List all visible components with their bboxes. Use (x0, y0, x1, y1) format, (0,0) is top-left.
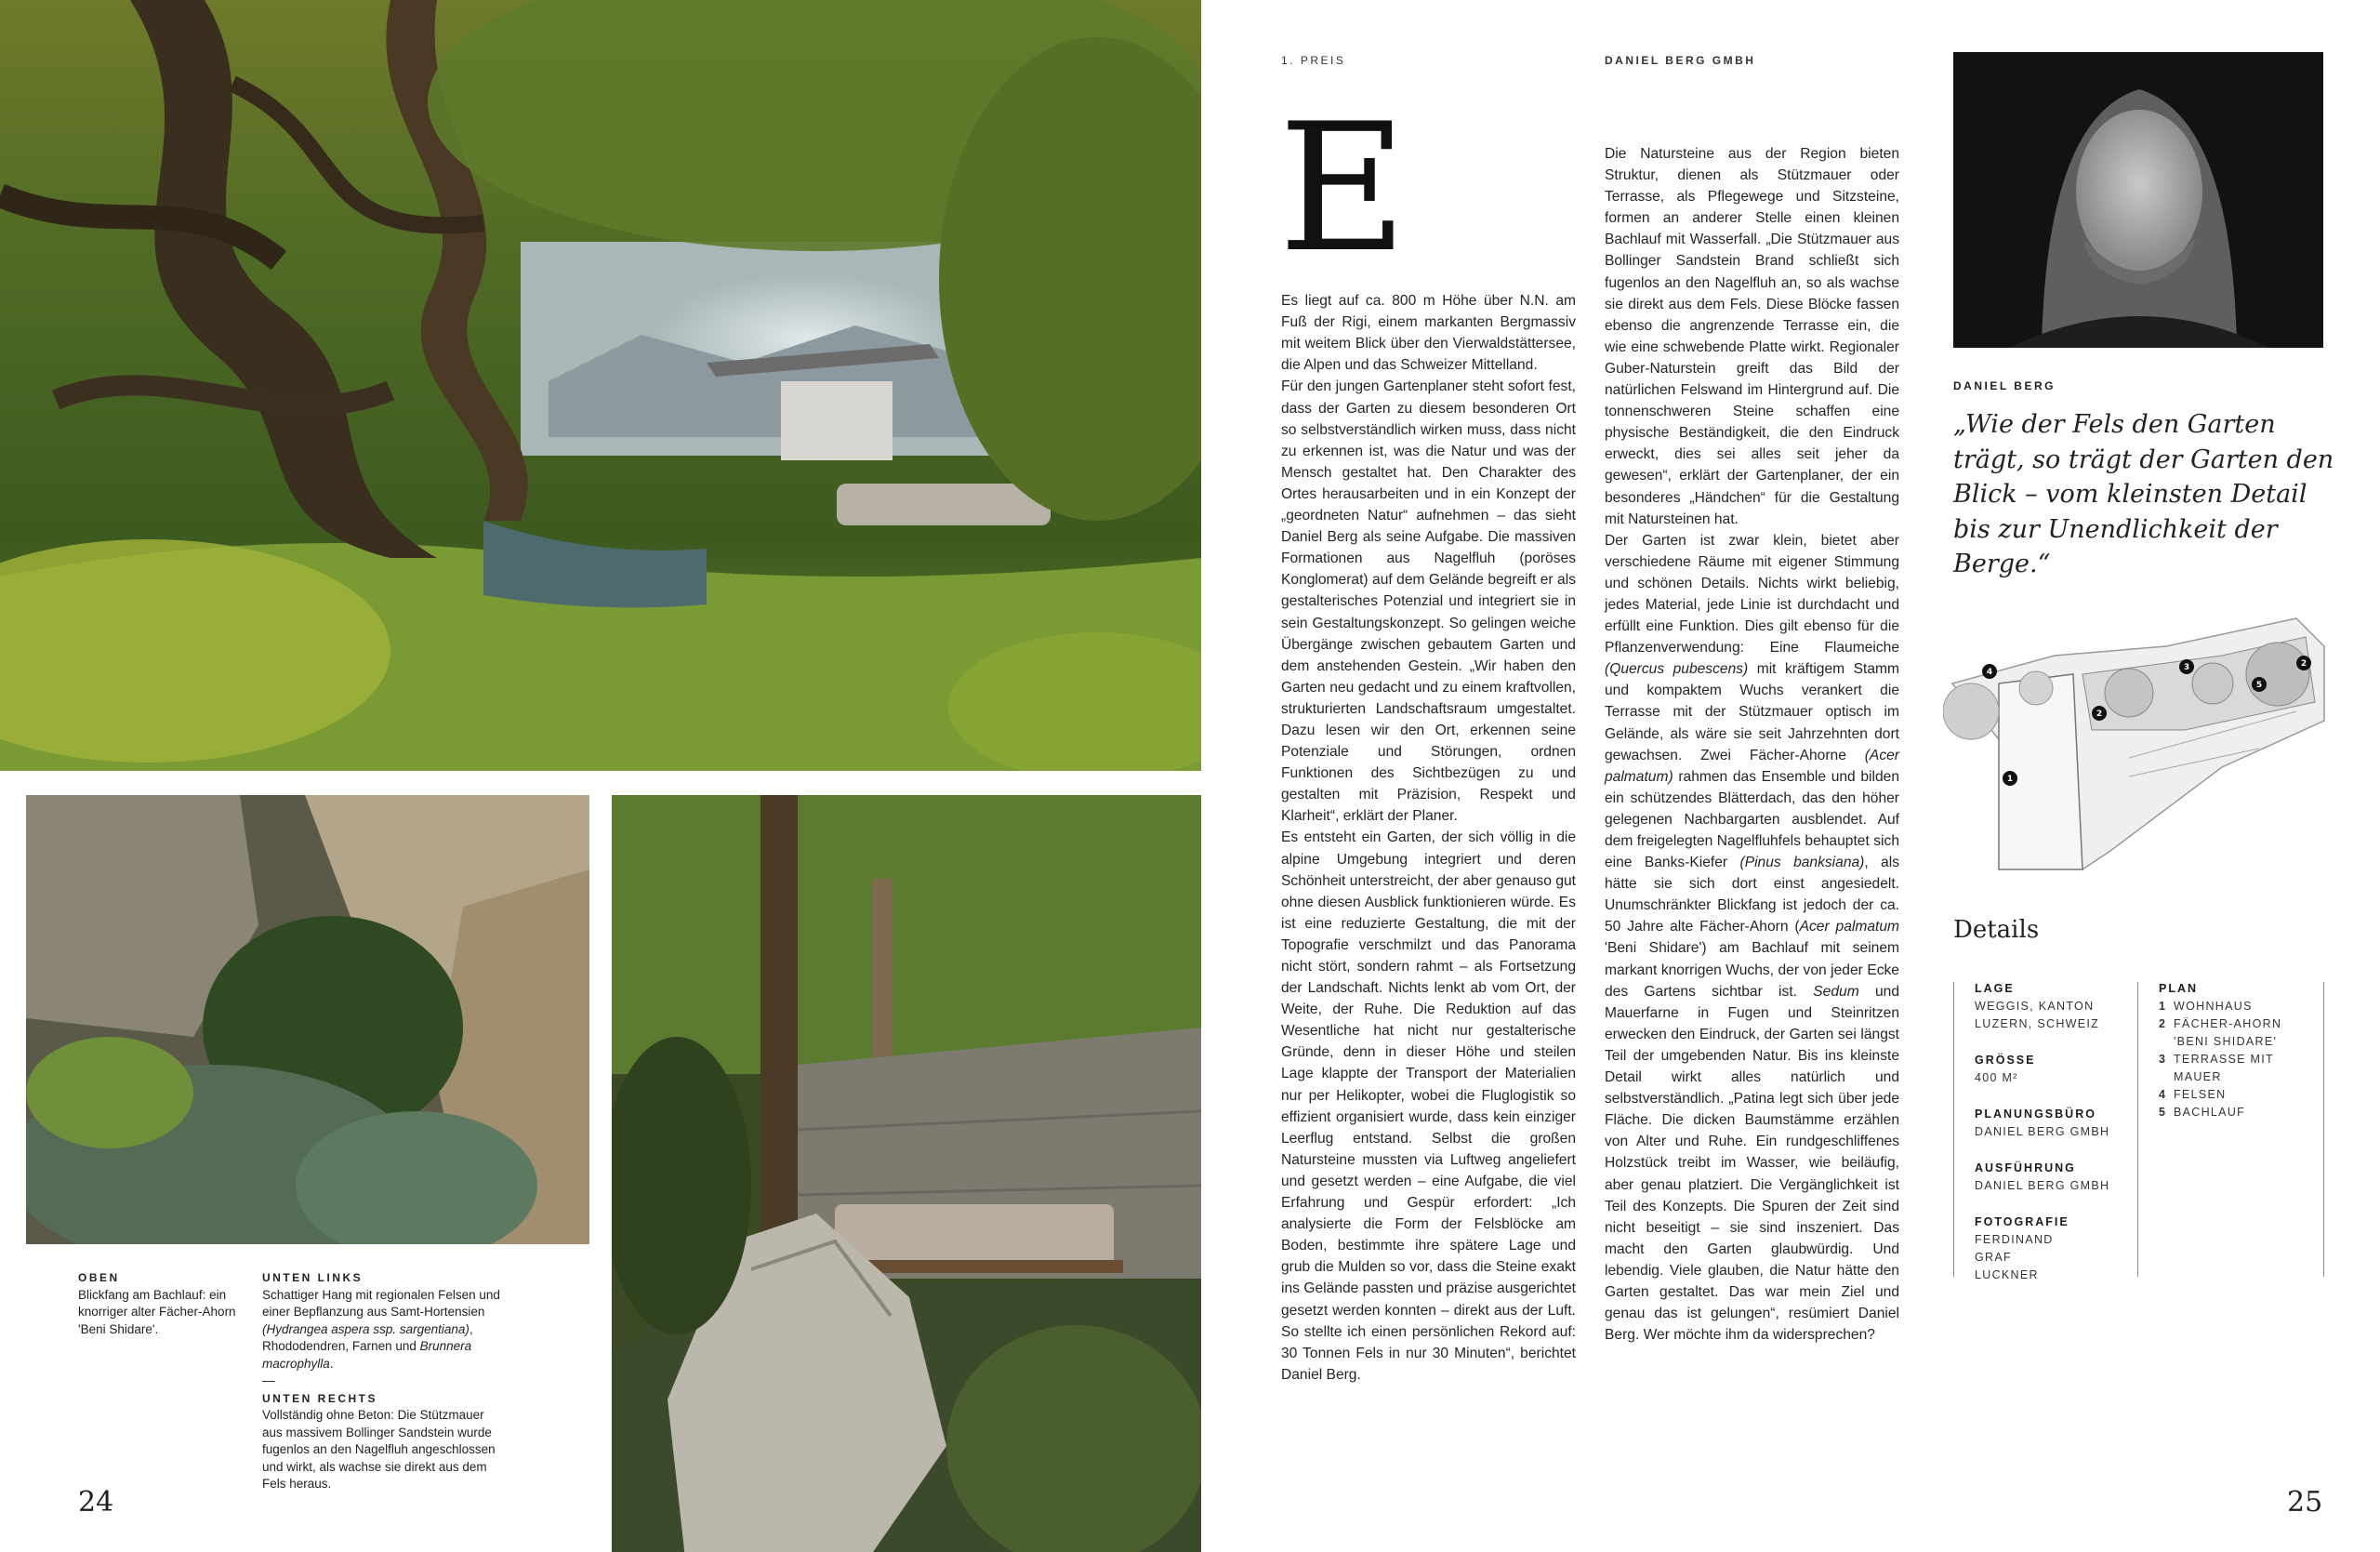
article-text: rahmen das Ensemble und bilden ein schützendes Blätterdach, das den höher gelegenen Nachbargarten ausblendet. Auf dem freigelegten Nagelfluhfels behauptet sich eine Banks-Kiefer (1605, 768, 1899, 871)
detail-planungsbuero-value: DANIEL BERG GMBH (1975, 1125, 2110, 1138)
botanical-name: Sedum (1813, 983, 1859, 1000)
article-column-2 (1605, 143, 1899, 1346)
plan-marker-1: 1 (2006, 775, 2014, 784)
plan-legend-item (2159, 1015, 2317, 1051)
caption-oben-text: Blickfang am Bachlauf: ein knorriger alter Fächer-Ahorn 'Beni Shidare'. (78, 1287, 236, 1336)
plan-legend-text: FÄCHER-AHORN 'BENI SHIDARE' (2174, 1017, 2282, 1048)
running-head-company: DANIEL BERG GMBH (1605, 54, 1756, 67)
caption-botanical-name: (Hydrangea aspera ssp. sargentiana) (262, 1321, 469, 1336)
plan-marker-3: 3 (2183, 663, 2190, 672)
plan-marker-5: 5 (2255, 681, 2263, 690)
caption-oben (78, 1269, 245, 1338)
botanical-name: (Acer palmatum) (1605, 747, 1899, 785)
article-text: 'Beni Shidare') am Bachlauf mit seinem markant knorrigen Wuchs, der von jeder Ecke des Gartens sichtbar ist. (1605, 940, 1899, 1000)
portrait-daniel-berg (1953, 52, 2323, 348)
details-divider-right (2323, 982, 2324, 1277)
page-number-right: 25 (2287, 1486, 2323, 1519)
caption-unten-links-text: . (329, 1356, 334, 1371)
plan-legend-number: 5 (2159, 1106, 2167, 1119)
plan-legend-item (2159, 1086, 2317, 1104)
caption-unten-links (262, 1269, 504, 1493)
article-column-1 (1281, 269, 1576, 1386)
caption-unten-links-text: , Rhododendren, Farnen und (262, 1321, 473, 1353)
caption-separator: — (262, 1373, 275, 1387)
caption-oben-label: OBEN (78, 1271, 120, 1284)
caption-unten-rechts-label: UNTEN RECHTS (262, 1391, 378, 1405)
botanical-name: Acer palmatum (1799, 919, 1899, 935)
detail-ausfuehrung-label: AUSFÜHRUNG (1975, 1161, 2076, 1174)
detail-lage-label: LAGE (1975, 982, 2015, 995)
plan-legend-number: 1 (2159, 1000, 2167, 1013)
detail-ausfuehrung-value: DANIEL BERG GMBH (1975, 1179, 2110, 1192)
plan-marker-2: 2 (2096, 710, 2103, 719)
pull-quote: „Wie der Fels den Garten trägt, so trägt der Garten den Blick – vom kleinsten Detail bis zur Unendlichkeit der Berge.“ (1953, 410, 2334, 578)
plan-legend-text: WOHNHAUS (2174, 1000, 2253, 1013)
caption-unten-links-label: UNTEN LINKS (262, 1271, 364, 1284)
details-plan-legend (2159, 980, 2317, 1121)
details-divider-left (1953, 982, 1954, 1277)
plan-legend-item (2159, 998, 2317, 1015)
photo-maple-bachlauf (0, 0, 1201, 771)
drop-cap: E (1278, 86, 1408, 291)
photo-terrasse-stuetzmauer (612, 795, 1201, 1552)
details-title: Details (1953, 916, 2040, 944)
article-text: , als hätte sie sich dort einst angesiedelt. Unumschränkter Blickfang ist jedoch der ca. 50 Jahre alte Fächer-Ahorn ( (1605, 855, 1899, 935)
plan-legend-number: 2 (2159, 1017, 2167, 1030)
plan-legend-text: TERRASSE MIT MAUER (2174, 1053, 2274, 1083)
detail-fotografie-value: FERDINAND GRAF LUCKNER (1975, 1233, 2054, 1281)
detail-groesse-value: 400 M² (1975, 1071, 2018, 1084)
plan-legend-number: 4 (2159, 1088, 2167, 1101)
author-name: DANIEL BERG (1953, 379, 2056, 392)
plan-legend-item (2159, 1104, 2317, 1121)
running-head-rank: 1. PREIS (1281, 54, 1346, 67)
plan-legend-text: BACHLAUF (2174, 1106, 2246, 1119)
plan-marker-2b: 2 (2300, 659, 2307, 669)
garden-plan (1943, 590, 2329, 893)
caption-unten-rechts-text: Vollständig ohne Beton: Die Stützmauer aus massivem Bollinger Sandstein wurde fugenlos an den Nagelfluh angeschlossen und wirkt, als wachse sie direkt aus dem Fels heraus. (262, 1408, 496, 1491)
article-column-1-text: Es liegt auf ca. 800 m Höhe über N.N. am Fuß der Rigi, einem markanten Bergmassiv mit weitem Blick über den Vierwaldstättersee, die Alpen und das Schweizer Mittelland. Für den jungen Gartenplaner steht sofort fest, dass der Garten zu diesem besonderen Ort so selbstverständlich wirken muss, dass nicht zu erkennen ist, was die Natur und was der Mensch gestaltet hat. Den Charakter des Ortes herausarbeiten und in ein Konzept der „geordneten Natur“ aufnehmen – das sieht Daniel Berg als seine Aufgabe. Die massiven Formationen aus Nagelfluh (poröses Konglomerat) auf dem Gelände begreift er als gestalterisches Potenzial und integriert sie in sein Gestaltungskonzept. So gelingen weiche Übergänge zwischen gebautem Garten und dem anstehenden Gestein. „Wir haben den Garten neu gedacht und zu einem kraftvollen, strukturierten Landschaftsraum umgestaltet. Dazu lesen wir den Ort, erkennen seine Potenziale und Störungen, ordnen Funktionen des Sichtbezügen zu und gestalten mit Präzision, Respekt und Klarheit“, erklärt der Planer. Es entsteht ein Garten, der sich völlig in die alpine Umgebung integriert und deren Schönheit unterstreicht, der aber genauso gut ohne diesen Ausblick funktionieren würde. Es ist eine reduzierte Gestaltung, die mit der Topografie verschmilzt und das Panorama nicht stört, sondern rahmt – als Fortsetzung der Landschaft. Nichts lenkt ab vom Ort, der Weite, der Ruhe. Die Reduktion auf das Wesentliche hat nicht nur gestalterische Gründe, denn in dieser Höhe und steilen Lage klappte der Transport der Materialien nur per Helikopter, wobei die Fluglogistik so effizient organisiert wurde, dass kein einziger Leerflug entstand. Selbst die großen Natursteine mussten via Luftweg angeliefert und gesetzt werden – eine Aufgabe, die viel Erfahrung und Gespür erfordert: „Ich analysierte die Form der Felsblöcke am Boden, bestimmte ihre spätere Lage und grub die Mulden so vor, dass die Steine exakt ins Gelände passten und präzise ausgerichtet gesetzt werden konnten – direkt aus der Luft. So stellte ich einen persönlichen Rekord auf: 30 Tonnen Fels in nur 30 Minuten“, berichtet Daniel Berg. (1281, 293, 1576, 1383)
plan-legend-number: 3 (2159, 1053, 2167, 1066)
botanical-name: (Pinus banksiana) (1739, 855, 1865, 871)
plan-legend-text: FELSEN (2174, 1088, 2227, 1101)
plan-marker-4: 4 (1986, 668, 1993, 677)
detail-fotografie-label: FOTOGRAFIE (1975, 1215, 2069, 1228)
photo-schattiger-hang (26, 795, 589, 1244)
article-text: mit kräftigem Stamm und kompaktem Wuchs verankert die Terrasse mit der Stützmauer optisch im Gelände, als wäre sie seit Jahrzehnten dort gewachsen. Zwei Fächer-Ahorne (1605, 661, 1899, 763)
page-number-left: 24 (78, 1486, 114, 1519)
article-text: und Mauerfarne in Fugen und Steinritzen erwecken den Eindruck, der Garten sei längst Teil der umgebenden Natur. Bis ins kleinste Detail wirkt alles natürlich und selbstverständlich. „Patina legt sich über jede Fläche. Die dicken Baumstämme erzählen von Alter und Ruhe. Ein rundgeschliffenes Holzstück treibt im Wasser, wie beiläufig, aber genau platziert. Die Vergänglichkeit ist Teil des Konzepts. Die Spuren der Zeit sind nicht beseitigt – sie sind inszeniert. Das macht den Garten glaubwürdig. Und lebendig. Viele glauben, die Natur hätte den Garten gestaltet. Das war mein Ziel und genau das ist gelungen“, resümiert Daniel Berg. Wer möchte ihm da widersprechen? (1605, 983, 1900, 1344)
botanical-name: (Quercus pubescens) (1605, 661, 1749, 678)
caption-botanical-name: Brunnera macrophylla (262, 1339, 472, 1371)
details-facts (1975, 980, 2128, 1284)
caption-unten-links-text: Schattiger Hang mit regionalen Felsen und einer Bepflanzung aus Samt-Hortensien (262, 1287, 500, 1319)
detail-plan-label: PLAN (2159, 982, 2199, 995)
detail-lage-value: WEGGIS, KANTON LUZERN, SCHWEIZ (1975, 1000, 2100, 1030)
detail-planungsbuero-label: PLANUNGSBÜRO (1975, 1108, 2096, 1121)
plan-legend-item (2159, 1051, 2317, 1086)
article-text: Die Natursteine aus der Region bieten Struktur, dienen als Stützmauer oder Terrasse, als Pflegewege und Sitzsteine, formen an anderer Stelle einen kleinen Bachlauf mit Wasserfall. „Die Stützmauer aus Bollinger Sandstein Brand schließt sich fugenlos an den Nagelfluh an, so als wachse sie direkt aus dem Fels. Diese Blöcke fassen ebenso die angrenzende Terrasse ein, die wie eine schwebende Platte wirkt. Regionaler Guber-Naturstein greift das Bild der natürlichen Felswand im Hintergrund auf. Die tonnenschweren Steine schaffen eine physische Beständigkeit, die den Eindruck erweckt, dies sei alles seit jeher da gewesen“, erklärt der Gartenplaner, der ein besonderes „Händchen“ für die Gestaltung mit Natursteinen hat. Der Garten ist zwar klein, bietet aber verschiedene Räume mit eigener Stimmung und schönen Details. Nichts wirkt beliebig, jedes Material, jede Linie ist durchdacht und erfüllt eine Funktion. Dies gilt ebenso für die Pflanzenverwendung: Eine Flaumeiche (1605, 146, 1899, 657)
detail-groesse-label: GRÖSSE (1975, 1054, 2036, 1067)
details-divider-middle (2137, 982, 2138, 1277)
